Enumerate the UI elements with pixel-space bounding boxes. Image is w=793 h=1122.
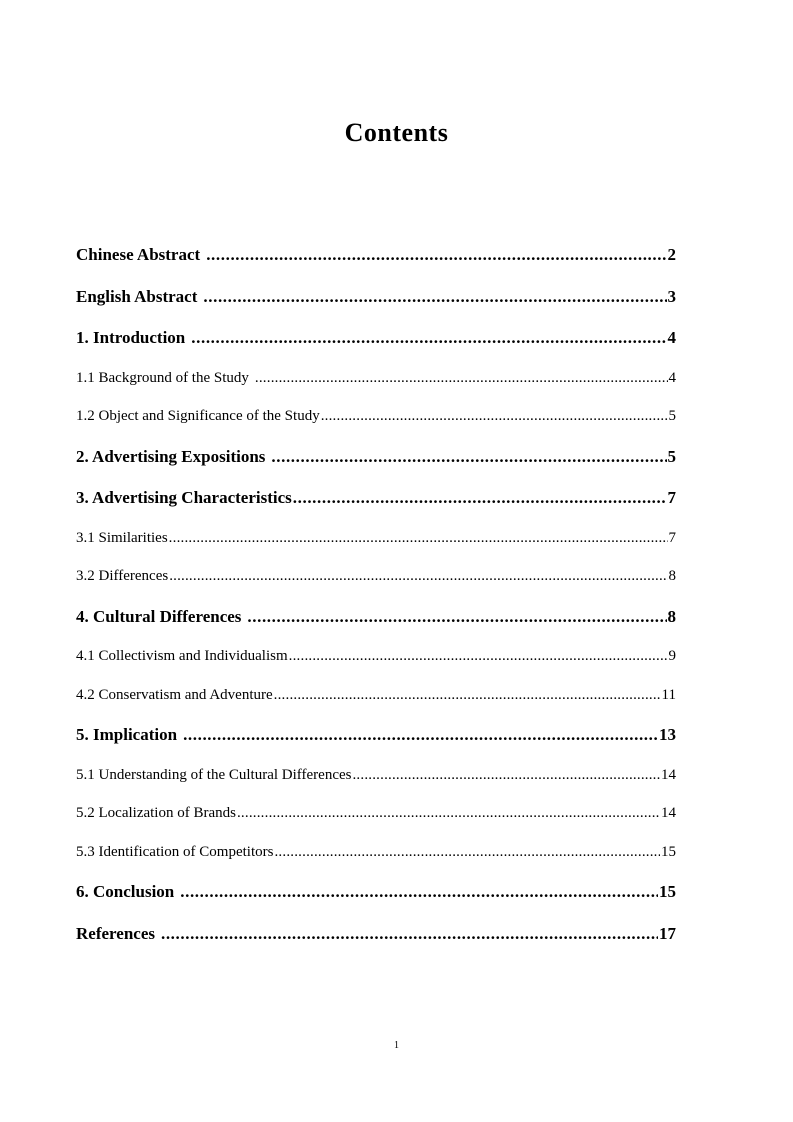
toc-leader-dots (203, 288, 666, 305)
toc-entry[interactable] (76, 568, 676, 585)
table-of-contents (76, 245, 676, 965)
toc-leader-dots (255, 371, 668, 386)
toc-entry[interactable] (76, 725, 676, 745)
toc-leader-dots (169, 569, 667, 584)
toc-entry[interactable] (76, 488, 676, 508)
toc-leader-dots (161, 925, 658, 942)
toc-entry-page-number: 5 (668, 408, 676, 424)
toc-entry-label: 5.2 Localization of Brands (76, 805, 236, 821)
toc-leader-dots (191, 329, 666, 346)
toc-leader-dots (321, 409, 668, 424)
toc-entry-label: 5.1 Understanding of the Cultural Differences (76, 766, 352, 783)
toc-entry-page-number: 4 (667, 328, 676, 347)
toc-entry-label: 3. Advertising Characteristics (76, 488, 292, 507)
toc-entry-label: 1.1 Background of the Study (76, 369, 249, 386)
toc-entry-page-number: 8 (667, 606, 676, 626)
page-title: Contents (344, 118, 449, 147)
toc-entry[interactable] (76, 530, 676, 547)
toc-entry-page-number: 17 (659, 923, 676, 943)
toc-entry-page-number: 2 (667, 245, 676, 264)
toc-entry[interactable] (76, 882, 676, 902)
toc-entry-label: References (76, 923, 155, 943)
toc-entry-label: Chinese Abstract (76, 245, 201, 264)
toc-entry-label: 3.1 Similarities (76, 529, 168, 546)
page-number: 1 (394, 1040, 399, 1051)
toc-leader-dots (271, 448, 666, 465)
toc-entry-page-number: 5 (667, 446, 676, 466)
toc-entry-page-number: 11 (661, 686, 676, 703)
toc-entry-page-number: 7 (667, 488, 676, 507)
toc-entry-page-number: 15 (661, 843, 676, 860)
toc-entry-page-number: 4 (668, 369, 676, 386)
toc-entry-label: 1. Introduction (76, 328, 186, 347)
toc-entry[interactable] (76, 648, 676, 665)
toc-leader-dots (289, 649, 668, 664)
toc-entry[interactable] (76, 687, 676, 704)
toc-entry-label: 4.2 Conservatism and Adventure (76, 686, 273, 703)
toc-entry[interactable] (76, 287, 676, 307)
toc-entry[interactable] (76, 408, 676, 425)
toc-leader-dots (247, 608, 666, 625)
toc-leader-dots (274, 688, 661, 703)
toc-entry-label: 5. Implication (76, 725, 178, 744)
toc-entry[interactable] (76, 924, 676, 944)
toc-entry-label: 2. Advertising Expositions (76, 446, 266, 466)
toc-entry-label: 1.2 Object and Significance of the Study (76, 408, 320, 424)
toc-entry[interactable] (76, 607, 676, 627)
toc-entry[interactable] (76, 370, 676, 387)
toc-leader-dots (274, 845, 660, 860)
toc-leader-dots (352, 768, 660, 783)
toc-entry-label: 6. Conclusion (76, 882, 175, 901)
toc-leader-dots (180, 883, 658, 900)
toc-entry-page-number: 13 (659, 725, 676, 744)
toc-leader-dots (169, 531, 668, 546)
toc-entry-label: 4.1 Collectivism and Individualism (76, 648, 288, 664)
toc-entry-page-number: 7 (668, 529, 676, 546)
toc-entry-page-number: 15 (659, 882, 676, 901)
toc-entry[interactable] (76, 844, 676, 861)
toc-entry-page-number: 14 (661, 805, 676, 821)
toc-entry-label: 4. Cultural Differences (76, 606, 242, 626)
toc-leader-dots (206, 246, 666, 263)
toc-entry-label: 3.2 Differences (76, 568, 169, 584)
toc-entry-page-number: 9 (668, 648, 676, 664)
toc-entry[interactable] (76, 328, 676, 348)
toc-entry[interactable] (76, 447, 676, 467)
toc-entry[interactable] (76, 245, 676, 265)
toc-leader-dots (237, 806, 660, 821)
toc-leader-dots (293, 489, 667, 506)
toc-entry[interactable] (76, 767, 676, 784)
toc-entry-page-number: 14 (661, 766, 676, 783)
toc-entry[interactable] (76, 805, 676, 822)
toc-entry-page-number: 3 (667, 286, 676, 306)
toc-entry-page-number: 8 (668, 568, 676, 584)
toc-entry-label: 5.3 Identification of Competitors (76, 843, 274, 860)
toc-leader-dots (183, 726, 658, 743)
toc-entry-label: English Abstract (76, 286, 198, 306)
